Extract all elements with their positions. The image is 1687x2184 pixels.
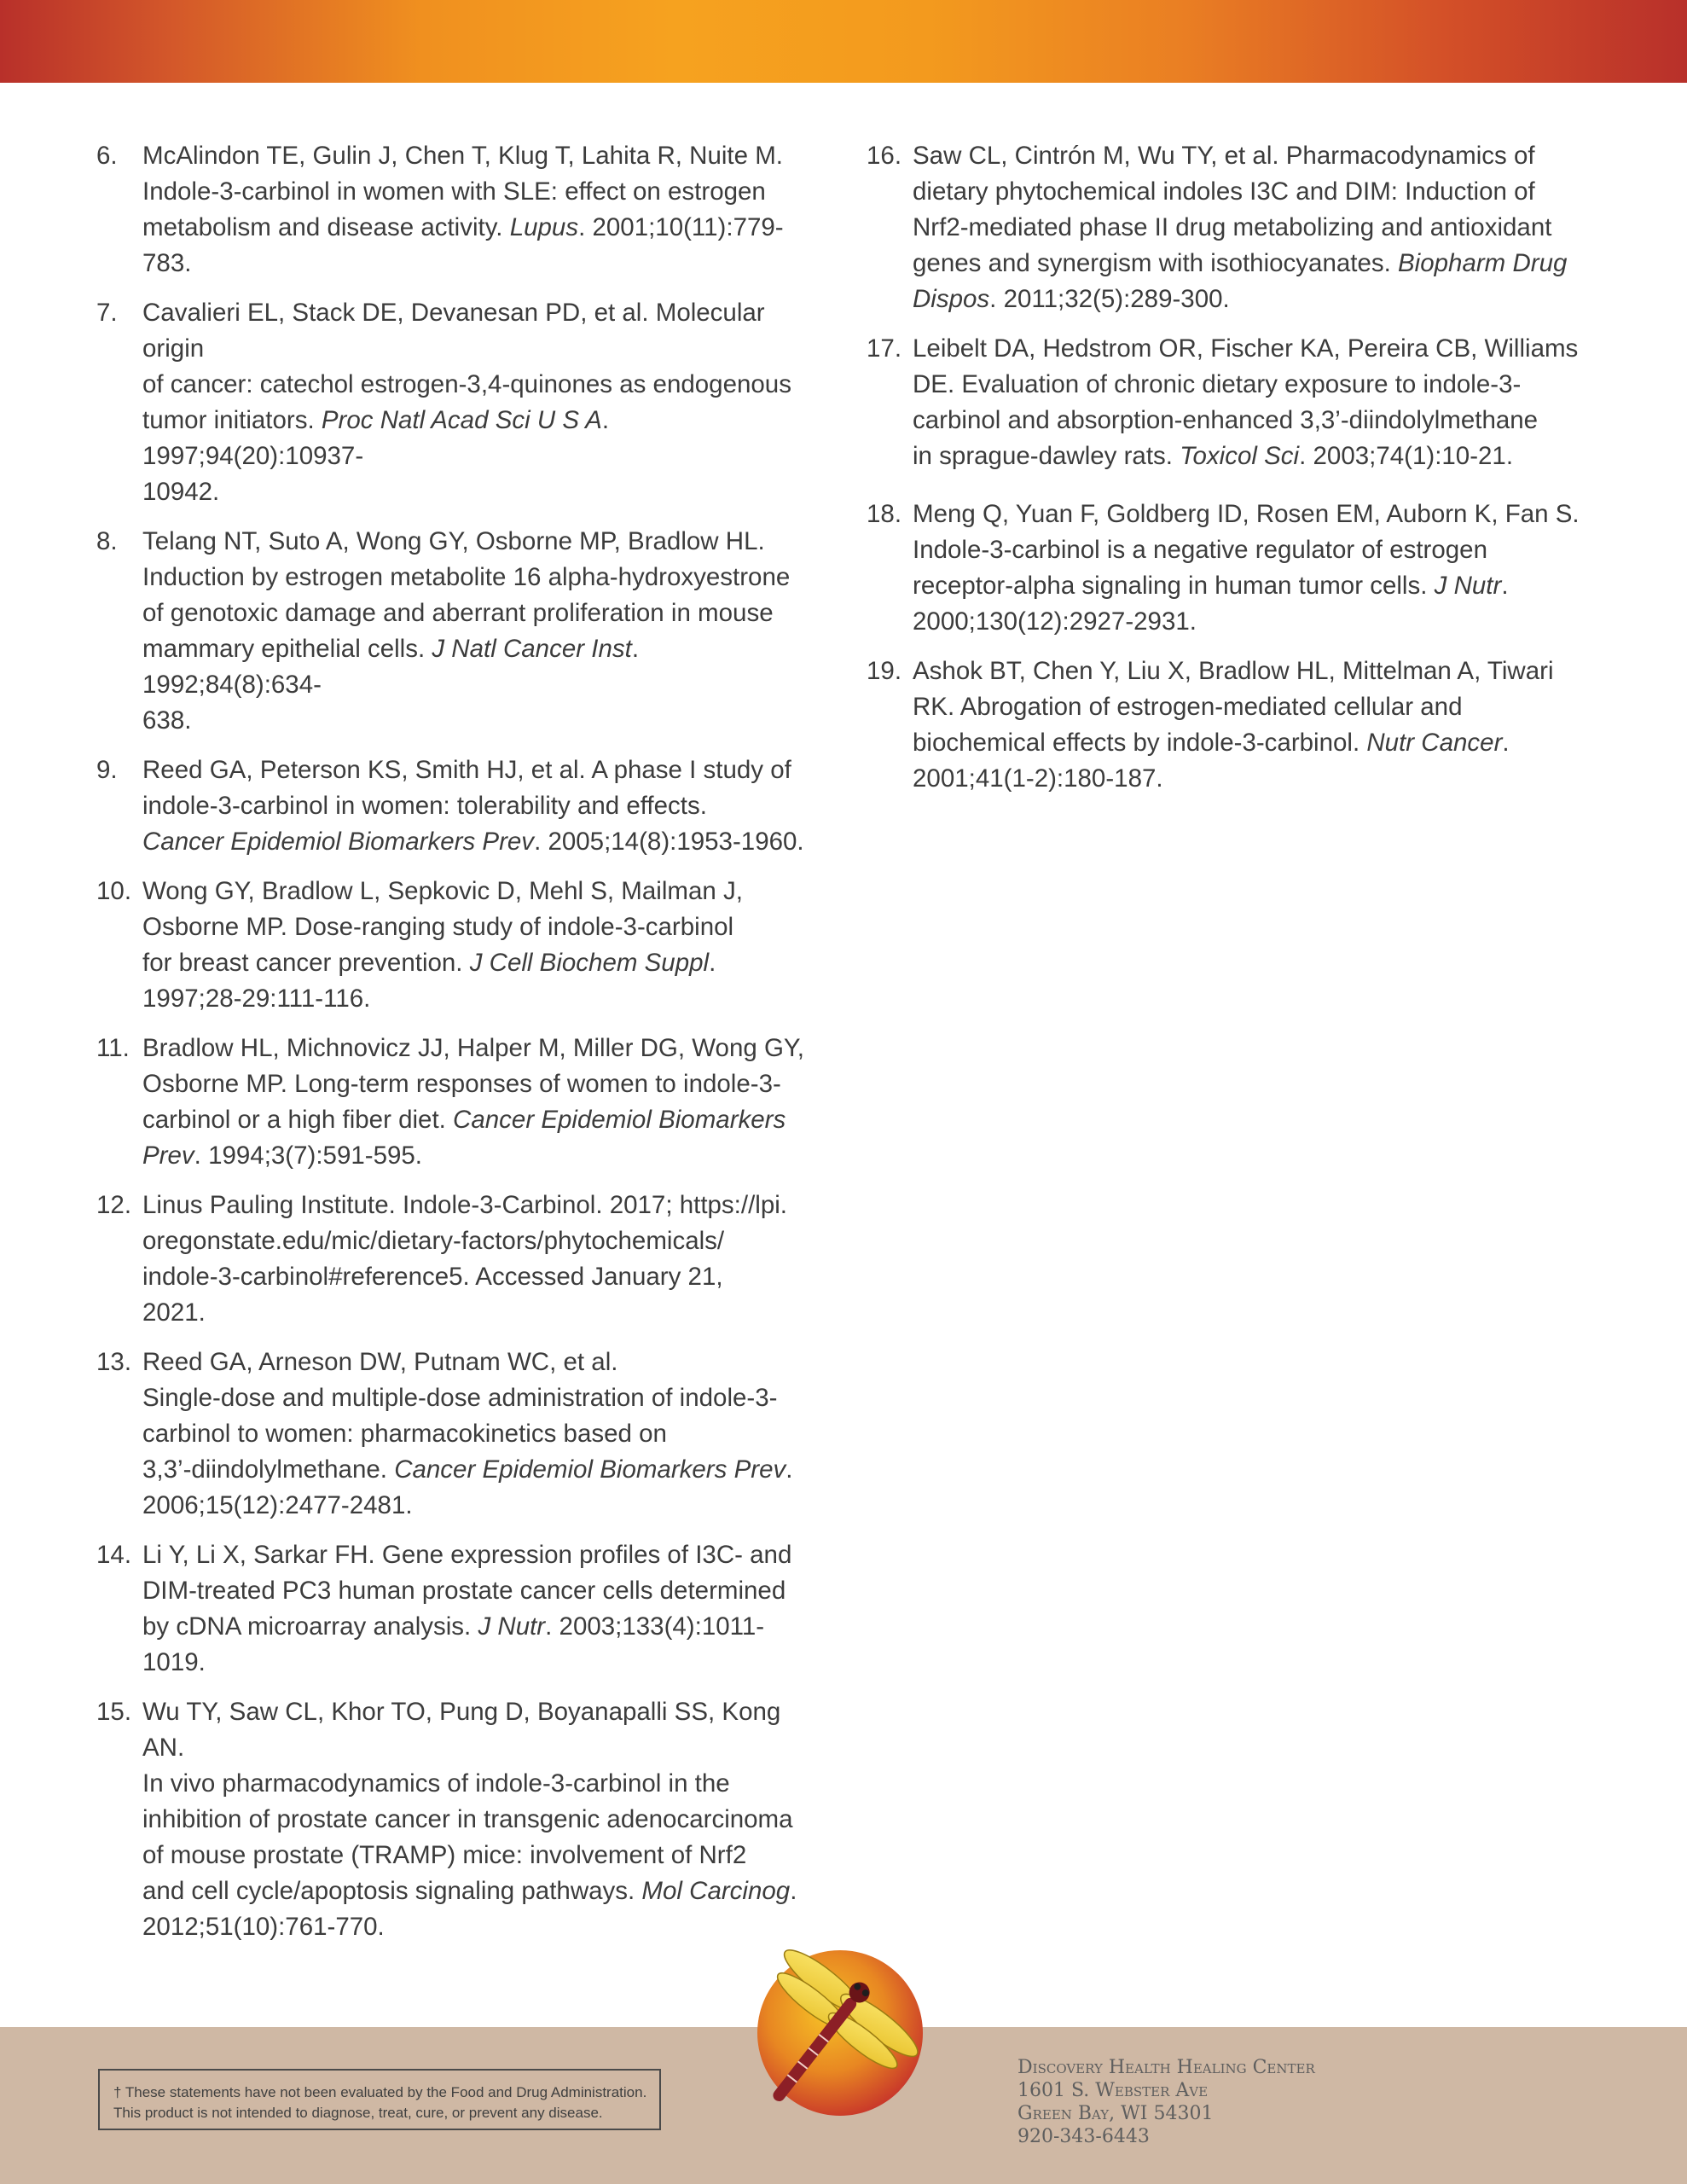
journal-title: Biopharm Drug bbox=[1398, 249, 1568, 277]
reference-line bbox=[142, 560, 821, 595]
journal-title: Nutr Cancer bbox=[1366, 729, 1503, 757]
reference-text: Telang NT, Suto A, Wong GY, Osborne MP, Bradlow HL. bbox=[142, 527, 765, 555]
reference-number: 15. bbox=[96, 1698, 132, 1726]
reference-text: 3,3’-diindolylmethane. bbox=[142, 1455, 395, 1484]
reference-line bbox=[142, 1488, 821, 1524]
reference-text: Wu TY, Saw CL, Khor TO, Pung D, Boyanapalli SS, Kong AN. bbox=[142, 1698, 781, 1762]
reference-item bbox=[867, 331, 1600, 474]
reference-item bbox=[96, 874, 821, 1017]
reference-number: 16. bbox=[867, 142, 902, 170]
reference-line bbox=[142, 1345, 821, 1380]
reference-line bbox=[142, 1645, 821, 1681]
references-column-right bbox=[867, 138, 1600, 810]
reference-text: . 1997;94(20):10937- bbox=[142, 406, 610, 470]
reference-item bbox=[867, 138, 1600, 317]
reference-text: . 2005;14(8):1953-1960. bbox=[534, 828, 804, 856]
reference-text: Reed GA, Peterson KS, Smith HJ, et al. A phase I study of bbox=[142, 756, 791, 784]
reference-text: McAlindon TE, Gulin J, Chen T, Klug T, Lahita R, Nuite M. bbox=[142, 142, 783, 170]
reference-line bbox=[142, 1909, 821, 1945]
journal-title: Proc Natl Acad Sci U S A bbox=[321, 406, 602, 434]
reference-text: genes and synergism with isothiocyanates. bbox=[913, 249, 1398, 277]
disclaimer-line-1: † These statements have not been evaluated by the Food and Drug Administration. bbox=[113, 2084, 647, 2100]
reference-text: oregonstate.edu/mic/dietary-factors/phytochemicals/ bbox=[142, 1227, 725, 1255]
reference-text: carbinol or a high fiber diet. bbox=[142, 1106, 454, 1134]
reference-number: 19. bbox=[867, 657, 902, 685]
reference-line bbox=[142, 1802, 821, 1838]
reference-text: mammary epithelial cells. bbox=[142, 635, 432, 663]
reference-text: Bradlow HL, Michnovicz JJ, Halper M, Miller DG, Wong GY, bbox=[142, 1034, 804, 1062]
reference-line bbox=[142, 1416, 821, 1452]
reference-line bbox=[913, 403, 1600, 439]
reference-number: 11. bbox=[96, 1034, 130, 1062]
reference-text: . 2003;133(4):1011- bbox=[545, 1612, 765, 1641]
reference-text: Saw CL, Cintrón M, Wu TY, et al. Pharmacodynamics of bbox=[913, 142, 1535, 170]
clinic-name: Discovery Health Healing Center bbox=[1017, 2057, 1315, 2078]
reference-line bbox=[913, 210, 1600, 246]
reference-text: 638. bbox=[142, 706, 192, 735]
reference-text: indole-3-carbinol#reference5. Accessed January 21, bbox=[142, 1263, 723, 1291]
reference-item bbox=[96, 524, 821, 739]
reference-line bbox=[142, 210, 821, 246]
reference-text: 2000;130(12):2927-2931. bbox=[913, 607, 1197, 636]
reference-line bbox=[142, 1295, 821, 1331]
journal-title: J Nutr bbox=[1434, 572, 1502, 600]
reference-line bbox=[142, 295, 821, 367]
reference-text: . 2011;32(5):289-300. bbox=[989, 285, 1230, 313]
reference-line bbox=[142, 1838, 821, 1873]
reference-text: Nrf2-mediated phase II drug metabolizing and antioxidant bbox=[913, 213, 1552, 241]
reference-item bbox=[96, 138, 821, 282]
reference-text: of genotoxic damage and aberrant proliferation in mouse bbox=[142, 599, 774, 627]
reference-text: 2012;51(10):761-770. bbox=[142, 1913, 385, 1941]
journal-title: Dispos bbox=[913, 285, 990, 313]
reference-line bbox=[913, 689, 1600, 725]
reference-text: of mouse prostate (TRAMP) mice: involvement of Nrf2 bbox=[142, 1841, 747, 1869]
dragonfly-sun-logo-icon bbox=[746, 1932, 936, 2122]
reference-text: . 1994;3(7):591-595. bbox=[194, 1141, 423, 1170]
reference-line bbox=[142, 874, 821, 909]
reference-line bbox=[142, 752, 821, 788]
reference-text: DE. Evaluation of chronic dietary exposure to indole-3- bbox=[913, 370, 1522, 398]
reference-line bbox=[913, 174, 1600, 210]
reference-item bbox=[96, 1188, 821, 1331]
reference-line bbox=[142, 703, 821, 739]
reference-line bbox=[142, 1066, 821, 1102]
reference-text: Ashok BT, Chen Y, Liu X, Bradlow HL, Mittelman A, Tiwari bbox=[913, 657, 1554, 685]
reference-line bbox=[913, 653, 1600, 689]
reference-line bbox=[142, 1188, 821, 1223]
reference-number: 18. bbox=[867, 500, 902, 528]
journal-title: J Cell Biochem Suppl bbox=[469, 949, 710, 977]
reference-text: 2021. bbox=[142, 1298, 206, 1327]
reference-line bbox=[142, 1452, 821, 1488]
reference-line bbox=[142, 945, 821, 981]
reference-number: 17. bbox=[867, 334, 902, 363]
reference-text: Meng Q, Yuan F, Goldberg ID, Rosen EM, Auborn K, Fan S. bbox=[913, 500, 1580, 528]
reference-line bbox=[913, 568, 1600, 604]
reference-number: 6. bbox=[96, 142, 118, 170]
reference-line bbox=[142, 788, 821, 824]
reference-item bbox=[96, 1345, 821, 1524]
reference-text: Osborne MP. Long-term responses of women to indole-3- bbox=[142, 1070, 781, 1098]
reference-text: inhibition of prostate cancer in transgenic adenocarcinoma bbox=[142, 1805, 793, 1833]
reference-line bbox=[913, 331, 1600, 367]
reference-number: 9. bbox=[96, 756, 118, 784]
reference-line bbox=[142, 1873, 821, 1909]
journal-title: Prev bbox=[142, 1141, 194, 1170]
reference-line bbox=[913, 138, 1600, 174]
reference-line bbox=[142, 1031, 821, 1066]
reference-line bbox=[142, 1609, 821, 1645]
reference-item bbox=[96, 295, 821, 510]
reference-number: 14. bbox=[96, 1541, 132, 1569]
reference-item bbox=[96, 1537, 821, 1681]
reference-number: 13. bbox=[96, 1348, 132, 1376]
reference-line bbox=[142, 631, 821, 703]
reference-text: biochemical effects by indole-3-carbinol. bbox=[913, 729, 1367, 757]
reference-line bbox=[142, 1766, 821, 1802]
reference-text: Cavalieri EL, Stack DE, Devanesan PD, et al. Molecular origin bbox=[142, 299, 765, 363]
reference-item bbox=[867, 497, 1600, 640]
disclaimer-line-2: This product is not intended to diagnose, treat, cure, or prevent any disease. bbox=[113, 2105, 603, 2121]
reference-line bbox=[142, 1573, 821, 1609]
reference-line bbox=[142, 1138, 821, 1174]
reference-line bbox=[913, 246, 1600, 282]
reference-text: carbinol and absorption-enhanced 3,3’-diindolylmethane bbox=[913, 406, 1539, 434]
journal-title: Toxicol Sci bbox=[1180, 442, 1300, 470]
reference-text: Wong GY, Bradlow L, Sepkovic D, Mehl S, Mailman J, bbox=[142, 877, 743, 905]
reference-text: Induction by estrogen metabolite 16 alpha-hydroxyestrone bbox=[142, 563, 791, 591]
reference-line bbox=[142, 1537, 821, 1573]
reference-text: by cDNA microarray analysis. bbox=[142, 1612, 478, 1641]
reference-line bbox=[142, 174, 821, 210]
reference-text: Li Y, Li X, Sarkar FH. Gene expression profiles of I3C- and bbox=[142, 1541, 792, 1569]
reference-line bbox=[142, 1259, 821, 1295]
reference-text: of cancer: catechol estrogen-3,4-quinones as endogenous bbox=[142, 370, 791, 398]
reference-text: for breast cancer prevention. bbox=[142, 949, 470, 977]
reference-line bbox=[142, 824, 821, 860]
reference-text: 10942. bbox=[142, 478, 220, 506]
reference-number: 7. bbox=[96, 299, 118, 327]
reference-text: carbinol to women: pharmacokinetics based on bbox=[142, 1420, 667, 1448]
reference-text: . bbox=[786, 1455, 793, 1484]
reference-line bbox=[142, 1223, 821, 1259]
clinic-street: 1601 S. Webster Ave bbox=[1017, 2080, 1209, 2101]
reference-line bbox=[142, 367, 821, 403]
reference-text: receptor-alpha signaling in human tumor cells. bbox=[913, 572, 1435, 600]
reference-number: 8. bbox=[96, 527, 118, 555]
journal-title: Mol Carcinog bbox=[641, 1877, 791, 1905]
reference-text: Single-dose and multiple-dose administration of indole-3- bbox=[142, 1384, 778, 1412]
reference-number: 12. bbox=[96, 1191, 132, 1219]
reference-line bbox=[913, 282, 1600, 317]
reference-line bbox=[913, 367, 1600, 403]
journal-title: J Natl Cancer Inst bbox=[432, 635, 632, 663]
journal-title: J Nutr bbox=[478, 1612, 546, 1641]
reference-line bbox=[142, 403, 821, 474]
reference-text: . bbox=[709, 949, 716, 977]
references-column-left bbox=[96, 138, 821, 1959]
reference-text: 2006;15(12):2477-2481. bbox=[142, 1491, 413, 1519]
reference-line bbox=[913, 604, 1600, 640]
reference-text: Reed GA, Arneson DW, Putnam WC, et al. bbox=[142, 1348, 618, 1376]
reference-item bbox=[867, 653, 1600, 797]
clinic-phone: 920-343-6443 bbox=[1017, 2126, 1150, 2147]
reference-number: 10. bbox=[96, 877, 132, 905]
reference-line bbox=[142, 246, 821, 282]
reference-text: tumor initiators. bbox=[142, 406, 322, 434]
reference-text: 2001;41(1-2):180-187. bbox=[913, 764, 1163, 793]
reference-line bbox=[142, 909, 821, 945]
reference-line bbox=[913, 761, 1600, 797]
reference-line bbox=[913, 497, 1600, 532]
reference-text: . 2003;74(1):10-21. bbox=[1299, 442, 1514, 470]
reference-text: . 1992;84(8):634- bbox=[142, 635, 640, 699]
reference-text: . bbox=[1502, 729, 1510, 757]
reference-text: Linus Pauling Institute. Indole-3-Carbinol. 2017; https://lpi. bbox=[142, 1191, 787, 1219]
reference-line bbox=[142, 474, 821, 510]
fda-disclaimer-box bbox=[98, 2069, 661, 2130]
journal-title: Cancer Epidemiol Biomarkers bbox=[453, 1106, 786, 1134]
reference-text: In vivo pharmacodynamics of indole-3-carbinol in the bbox=[142, 1769, 730, 1798]
journal-title: Cancer Epidemiol Biomarkers Prev bbox=[394, 1455, 786, 1484]
reference-text: DIM-treated PC3 human prostate cancer cells determined bbox=[142, 1577, 786, 1605]
reference-text: RK. Abrogation of estrogen-mediated cellular and bbox=[913, 693, 1463, 721]
reference-text: . bbox=[1501, 572, 1509, 600]
reference-line bbox=[142, 595, 821, 631]
journal-title: Lupus bbox=[509, 213, 579, 241]
reference-line bbox=[142, 138, 821, 174]
reference-line bbox=[142, 1102, 821, 1138]
reference-text: metabolism and disease activity. bbox=[142, 213, 510, 241]
reference-item bbox=[96, 1694, 821, 1945]
reference-text: indole-3-carbinol in women: tolerability and effects. bbox=[142, 792, 707, 820]
reference-text: Osborne MP. Dose-ranging study of indole-3-carbinol bbox=[142, 913, 734, 941]
clinic-city: Green Bay, WI 54301 bbox=[1017, 2103, 1214, 2124]
reference-text: . bbox=[790, 1877, 797, 1905]
reference-text: 783. bbox=[142, 249, 192, 277]
reference-line bbox=[142, 981, 821, 1017]
reference-text: 1019. bbox=[142, 1648, 206, 1676]
reference-line bbox=[913, 439, 1600, 474]
reference-text: dietary phytochemical indoles I3C and DIM: Induction of bbox=[913, 177, 1535, 206]
reference-line bbox=[913, 725, 1600, 761]
reference-text: Leibelt DA, Hedstrom OR, Fischer KA, Pereira CB, Williams bbox=[913, 334, 1579, 363]
reference-text: Indole-3-carbinol in women with SLE: effect on estrogen bbox=[142, 177, 766, 206]
reference-text: Indole-3-carbinol is a negative regulator of estrogen bbox=[913, 536, 1487, 564]
reference-text: in sprague-dawley rats. bbox=[913, 442, 1180, 470]
reference-line bbox=[142, 1380, 821, 1416]
reference-text: and cell cycle/apoptosis signaling pathways. bbox=[142, 1877, 642, 1905]
reference-line bbox=[913, 532, 1600, 568]
reference-line bbox=[142, 1694, 821, 1766]
clinic-address-block bbox=[1017, 2056, 1315, 2148]
reference-line bbox=[142, 524, 821, 560]
reference-text: . 2001;10(11):779- bbox=[578, 213, 784, 241]
journal-title: Cancer Epidemiol Biomarkers Prev bbox=[142, 828, 535, 856]
reference-item bbox=[96, 752, 821, 860]
reference-item bbox=[96, 1031, 821, 1174]
reference-text: 1997;28-29:111-116. bbox=[142, 985, 371, 1013]
